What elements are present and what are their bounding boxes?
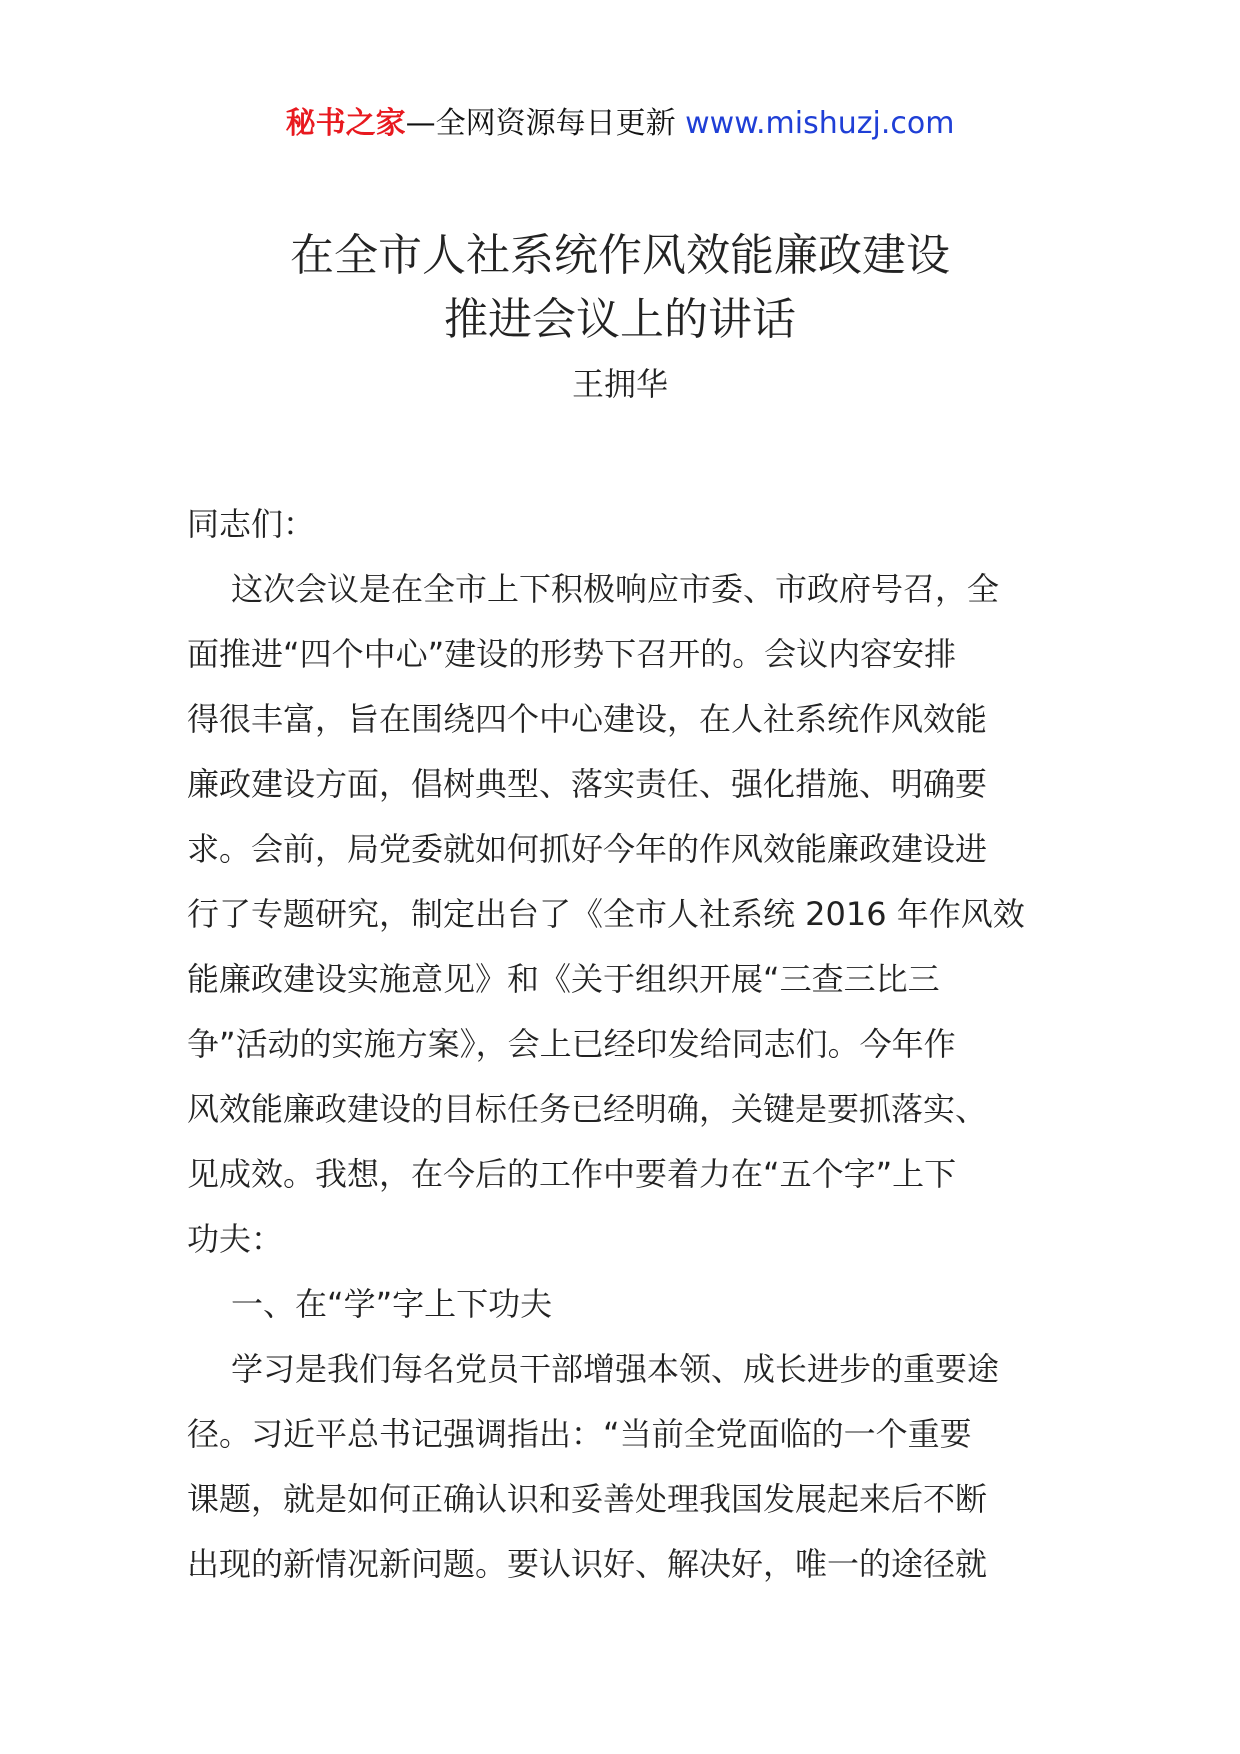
body-line: 功夫： (187, 1220, 284, 1258)
header-slogan: —全网资源每日更新 (405, 106, 676, 141)
watermark-header (0, 104, 1240, 144)
site-url[interactable]: www.mishuzj.com (685, 106, 955, 141)
body-line: 课题，就是如何正确认识和妥善处理我国发展起来后不断 (187, 1480, 988, 1518)
author-name: 王拥华 (571, 365, 668, 403)
body-line: 行了专题研究，制定出台了《全市人社系统 2016 年作风效 (187, 895, 1025, 933)
title-line-1: 在全市人社系统作风效能廉政建设 (290, 230, 950, 281)
body-line: 面推进“四个中心”建设的形势下召开的。会议内容安排 (187, 635, 957, 673)
brand-name: 秘书之家 (285, 106, 406, 141)
body-line: 学习是我们每名党员干部增强本领、成长进步的重要途 (231, 1350, 1000, 1388)
body-line: 见成效。我想，在今后的工作中要着力在“五个字”上下 (187, 1155, 957, 1193)
document-body (187, 492, 1067, 1597)
body-line: 得很丰富，旨在围绕四个中心建设，在人社系统作风效能 (187, 700, 988, 738)
body-line: 争”活动的实施方案》，会上已经印发给同志们。今年作 (187, 1025, 956, 1063)
document-title (0, 224, 1240, 352)
salutation: 同志们： (187, 505, 316, 543)
body-line: 径。习近平总书记强调指出：“当前全党面临的一个重要 (187, 1415, 972, 1453)
title-line-2: 推进会议上的讲话 (444, 294, 796, 345)
section-heading: 一、在“学”字上下功夫 (231, 1285, 553, 1323)
body-line: 出现的新情况新问题。要认识好、解决好，唯一的途径就 (187, 1545, 988, 1583)
body-line: 这次会议是在全市上下积极响应市委、市政府号召，全 (231, 570, 1000, 608)
body-line: 能廉政建设实施意见》和《关于组织开展“三查三比三 (187, 960, 940, 998)
body-line: 廉政建设方面，倡树典型、落实责任、强化措施、明确要 (187, 765, 988, 803)
body-line: 求。会前，局党委就如何抓好今年的作风效能廉政建设进 (187, 830, 988, 868)
body-line: 风效能廉政建设的目标任务已经明确，关键是要抓落实、 (187, 1090, 988, 1128)
